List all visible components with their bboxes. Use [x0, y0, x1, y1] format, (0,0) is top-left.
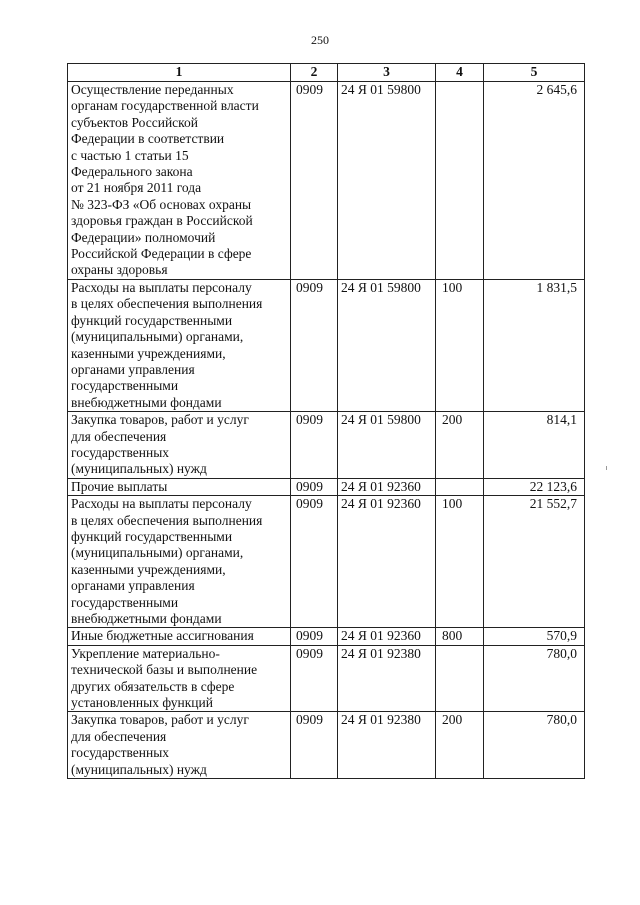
row-name-line: Российской Федерации в сфере	[71, 246, 252, 262]
amount-cell: 780,0	[484, 645, 585, 712]
target-article-cell: 24 Я 01 92360	[338, 628, 436, 645]
row-name-line: органами управления	[71, 578, 195, 594]
row-name-line: Расходы на выплаты персоналу	[71, 496, 252, 512]
section-code-cell: 0909	[291, 645, 338, 712]
table-body	[68, 82, 585, 779]
table-row	[68, 645, 585, 712]
row-name-line: Иные бюджетные ассигнования	[71, 628, 254, 644]
row-name-cell	[68, 412, 291, 479]
expense-type-cell: 200	[436, 412, 484, 479]
expense-type-cell	[436, 645, 484, 712]
row-name-line: с частью 1 статьи 15	[71, 147, 189, 163]
row-name-line: в целях обеспечения выполнения	[71, 512, 263, 528]
table-row	[68, 412, 585, 479]
row-name-cell	[68, 279, 291, 411]
section-code-cell: 0909	[291, 82, 338, 280]
header-col-name: 1	[68, 64, 291, 82]
row-name-line: для обеспечения	[71, 428, 167, 444]
row-name-line: (муниципальных) нужд	[71, 461, 207, 477]
row-name-line: внебюджетными фондами	[71, 611, 222, 626]
row-name-line: технической базы и выполнение	[71, 662, 258, 678]
row-name-line: Расходы на выплаты персоналу	[71, 279, 252, 295]
row-name-line: Федерации в соответствии	[71, 131, 225, 147]
amount-cell: 780,0	[484, 712, 585, 779]
amount-cell: 814,1	[484, 412, 585, 479]
row-name-line: Прочие выплаты	[71, 478, 168, 494]
row-name-line: (муниципальными) органами,	[71, 329, 244, 345]
table-row	[68, 82, 585, 280]
budget-table	[67, 63, 585, 779]
row-name-line: Осуществление переданных	[71, 82, 234, 97]
row-name-line: здоровья граждан в Российской	[71, 213, 253, 229]
amount-cell: 2 645,6	[484, 82, 585, 280]
row-name-line: установленных функций	[71, 695, 213, 711]
amount-cell: 1 831,5	[484, 279, 585, 411]
row-name-line: Федерального закона	[71, 164, 193, 180]
section-code-cell: 0909	[291, 712, 338, 779]
header-col-section: 2	[291, 64, 338, 82]
row-name-line: внебюджетными фондами	[71, 394, 222, 410]
row-name-line: казенными учреждениями,	[71, 345, 226, 361]
row-name-line: функций государственными	[71, 528, 233, 544]
target-article-cell: 24 Я 01 59800	[338, 279, 436, 411]
header-col-amount: 5	[484, 64, 585, 82]
row-name-line: органам государственной власти	[71, 98, 259, 114]
expense-type-cell	[436, 478, 484, 495]
row-name-line: для обеспечения	[71, 728, 167, 744]
section-code-cell: 0909	[291, 496, 338, 628]
row-name-line: Закупка товаров, работ и услуг	[71, 712, 249, 728]
row-name-line: охраны здоровья	[71, 262, 168, 278]
row-name-cell	[68, 478, 291, 495]
row-name-line: государственных	[71, 745, 170, 761]
row-name-cell	[68, 82, 291, 280]
expense-type-cell: 100	[436, 279, 484, 411]
section-code-cell: 0909	[291, 478, 338, 495]
section-code-cell: 0909	[291, 628, 338, 645]
row-name-line: от 21 ноября 2011 года	[71, 180, 202, 196]
target-article-cell: 24 Я 01 92380	[338, 645, 436, 712]
row-name-line: субъектов Российской	[71, 114, 199, 130]
row-name-line: № 323-ФЗ «Об основах охраны	[71, 196, 252, 212]
table-row	[68, 628, 585, 645]
row-name-line: Укрепление материально-	[71, 645, 220, 661]
amount-cell: 21 552,7	[484, 496, 585, 628]
target-article-cell: 24 Я 01 92360	[338, 496, 436, 628]
header-col-target-article: 3	[338, 64, 436, 82]
table-row	[68, 712, 585, 779]
expense-type-cell: 200	[436, 712, 484, 779]
amount-cell: 22 123,6	[484, 478, 585, 495]
row-name-cell	[68, 645, 291, 712]
row-name-line: в целях обеспечения выполнения	[71, 296, 263, 312]
target-article-cell: 24 Я 01 59800	[338, 412, 436, 479]
row-name-cell	[68, 496, 291, 628]
row-name-line: Федерации» полномочий	[71, 229, 216, 245]
table-row	[68, 478, 585, 495]
section-code-cell: 0909	[291, 279, 338, 411]
expense-type-cell: 100	[436, 496, 484, 628]
target-article-cell: 24 Я 01 92380	[338, 712, 436, 779]
row-name-cell	[68, 628, 291, 645]
row-name-line: казенными учреждениями,	[71, 561, 226, 577]
row-name-line: государственных	[71, 444, 170, 460]
table-row	[68, 496, 585, 628]
row-name-line: органами управления	[71, 361, 195, 377]
target-article-cell: 24 Я 01 92360	[338, 478, 436, 495]
table-row	[68, 279, 585, 411]
row-name-cell	[68, 712, 291, 779]
expense-type-cell	[436, 82, 484, 280]
row-name-line: других обязательств в сфере	[71, 678, 235, 694]
row-name-line: (муниципальных) нужд	[71, 761, 207, 777]
header-col-expense-type: 4	[436, 64, 484, 82]
expense-type-cell: 800	[436, 628, 484, 645]
header-row	[68, 64, 585, 82]
section-code-cell: 0909	[291, 412, 338, 479]
scan-mark	[606, 466, 607, 470]
page-number: 250	[311, 33, 329, 47]
target-article-cell: 24 Я 01 59800	[338, 82, 436, 280]
row-name-line: государственными	[71, 594, 179, 610]
row-name-line: функций государственными	[71, 312, 233, 328]
row-name-line: Закупка товаров, работ и услуг	[71, 412, 249, 428]
row-name-line: государственными	[71, 378, 179, 394]
amount-cell: 570,9	[484, 628, 585, 645]
row-name-line: (муниципальными) органами,	[71, 545, 244, 561]
